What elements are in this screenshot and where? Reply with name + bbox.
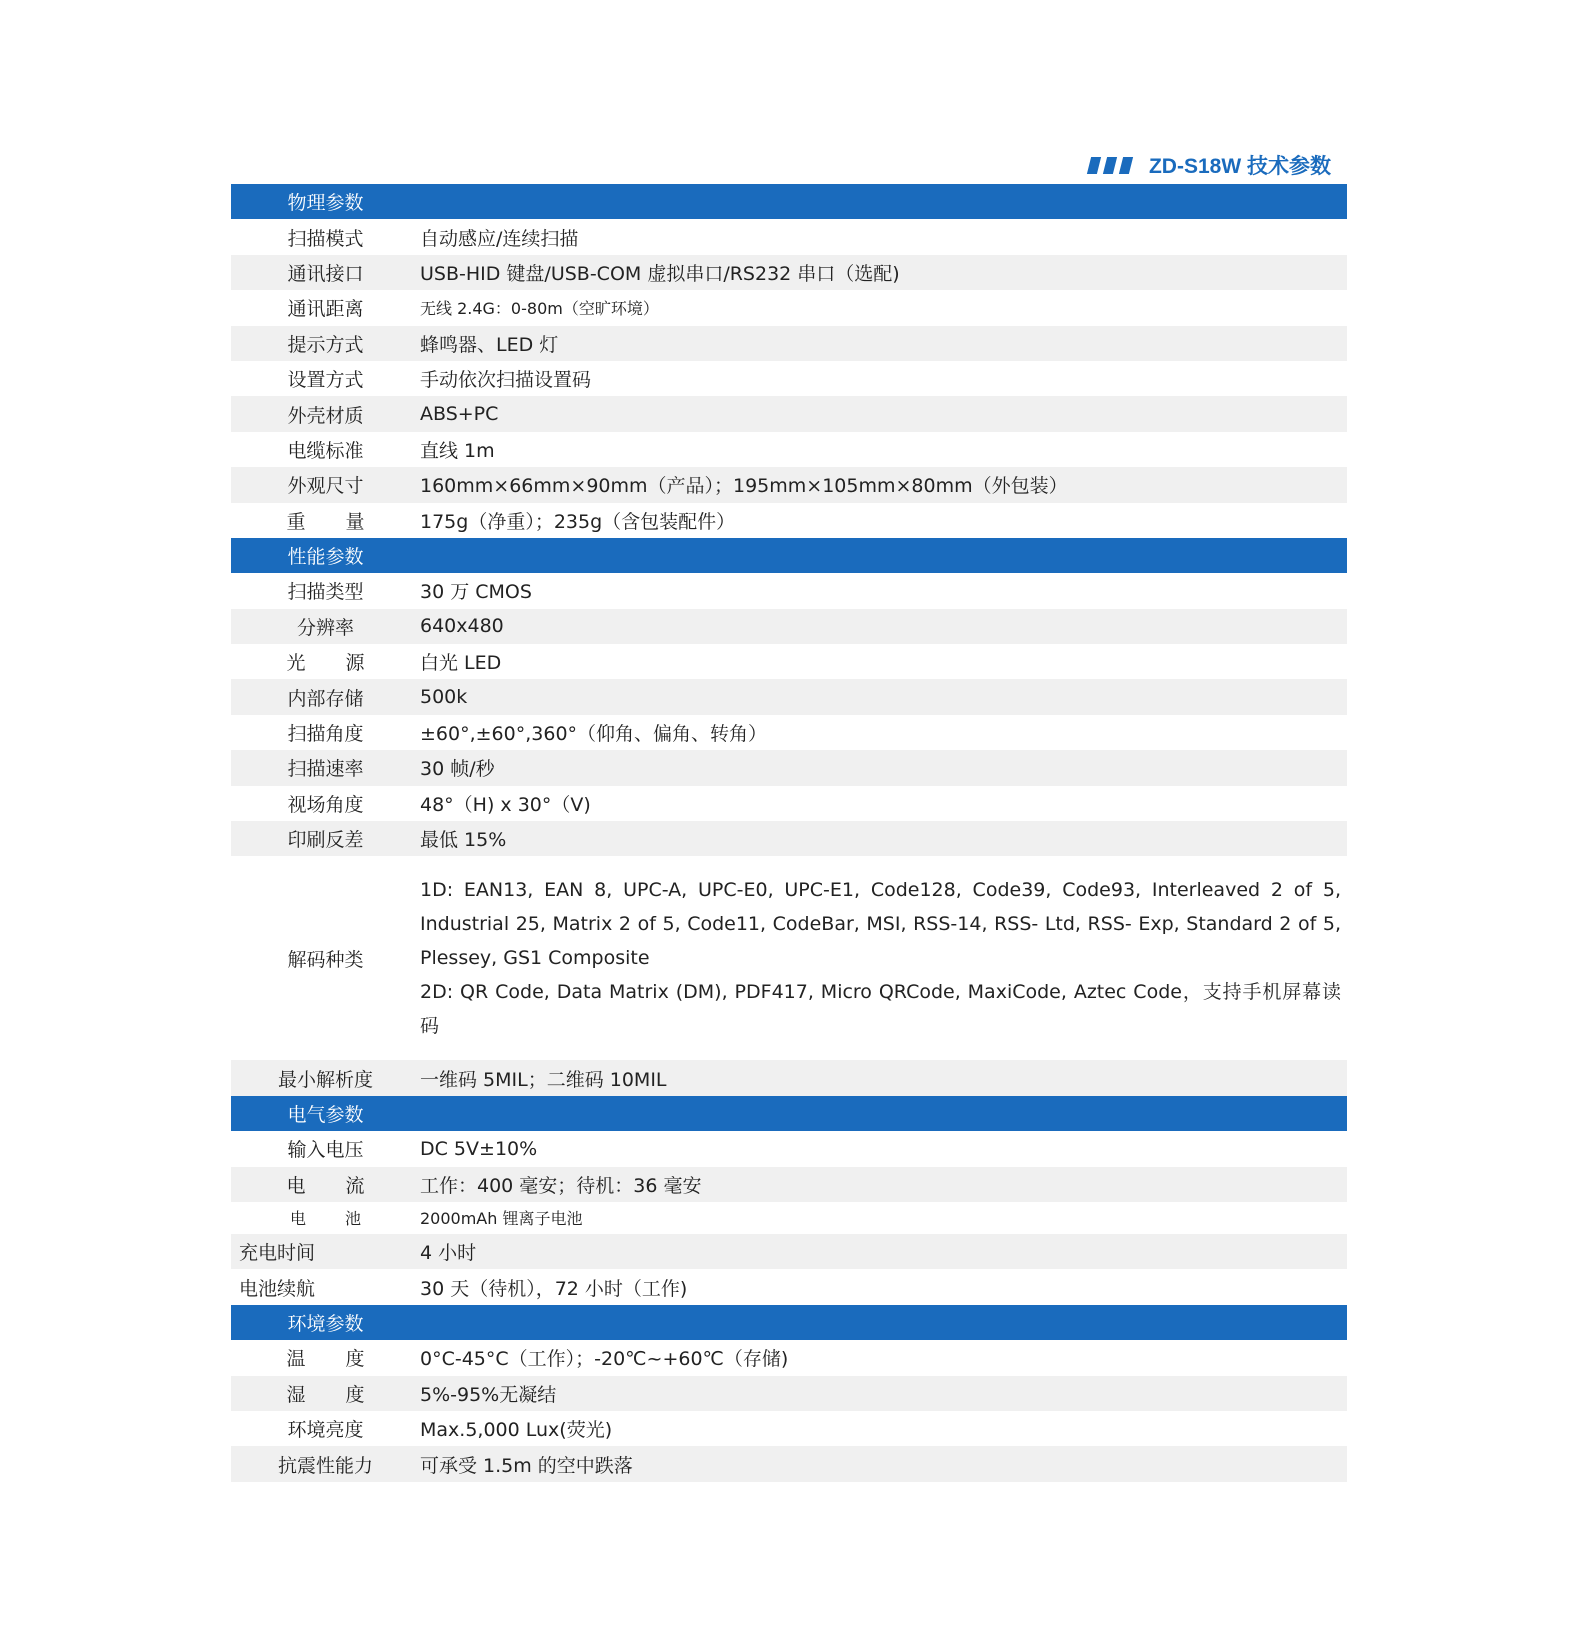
row-value: 160mm×66mm×90mm（产品）；195mm×105mm×80mm（外包装） bbox=[420, 475, 1068, 498]
row-value: 175g（净重）；235g（含包装配件） bbox=[420, 510, 736, 533]
section-title: 环境参数 bbox=[287, 1312, 364, 1335]
row-value: 一维码 5MIL；二维码 10MIL bbox=[420, 1068, 667, 1091]
row-value: 48°（H) x 30°（V) bbox=[420, 793, 591, 816]
row-label: 电 流 bbox=[286, 1174, 365, 1197]
table-row bbox=[231, 679, 1347, 714]
section-electrical bbox=[231, 1096, 1347, 1131]
row-label: 电 池 bbox=[289, 1209, 362, 1229]
decode-2d: 2D: QR Code, Data Matrix (DM), PDF417, Micro QRCode, MaxiCode, Aztec Code，支持手机屏幕读码 bbox=[420, 981, 1341, 1038]
row-label: 充电时间 bbox=[239, 1242, 316, 1265]
row-value: 手动依次扫描设置码 bbox=[420, 369, 592, 392]
row-value: 直线 1m bbox=[420, 439, 495, 462]
row-label: 电缆标准 bbox=[287, 439, 364, 462]
table-row bbox=[231, 1167, 1347, 1202]
row-value: 2000mAh 锂离子电池 bbox=[420, 1209, 583, 1229]
row-value: 白光 LED bbox=[420, 652, 502, 675]
header-bars-icon bbox=[1089, 157, 1131, 174]
table-row bbox=[231, 1269, 1347, 1304]
table-row bbox=[231, 219, 1347, 254]
table-row bbox=[231, 644, 1347, 679]
table-row bbox=[231, 750, 1347, 785]
table-row bbox=[231, 396, 1347, 431]
row-label: 抗震性能力 bbox=[277, 1454, 373, 1477]
spec-table bbox=[231, 184, 1347, 1482]
row-label: 扫描速率 bbox=[287, 758, 364, 781]
row-value: 5%-95%无凝结 bbox=[420, 1383, 557, 1406]
decode-1d: 1D: EAN13, EAN 8, UPC-A, UPC-E0, UPC-E1, Code128, Code39, Code93, Interleaved 2 of 5, Industrial 25, Matrix 2 of 5, Code11, CodeBar, MSI, RSS-14, RSS- Ltd, RSS- Exp, Standard 2 of 5, Plessey, GS1 Composite bbox=[420, 879, 1341, 970]
row-label: 环境亮度 bbox=[287, 1419, 364, 1442]
row-label: 提示方式 bbox=[287, 333, 364, 356]
row-label: 输入电压 bbox=[287, 1139, 364, 1162]
row-value: 30 万 CMOS bbox=[420, 581, 532, 604]
section-title: 性能参数 bbox=[287, 546, 364, 569]
row-value: 500k bbox=[420, 686, 468, 709]
row-value: DC 5V±10% bbox=[420, 1137, 538, 1160]
row-label: 分辨率 bbox=[296, 616, 354, 639]
row-value: Max.5,000 Lux(荧光) bbox=[420, 1419, 613, 1442]
row-value: USB-HID 键盘/USB-COM 虚拟串口/RS232 串口（选配) bbox=[420, 262, 900, 285]
table-row bbox=[231, 467, 1347, 502]
row-label: 电池续航 bbox=[239, 1277, 316, 1300]
row-value bbox=[420, 873, 1347, 1043]
row-value: 工作：400 毫安；待机：36 毫安 bbox=[420, 1174, 702, 1197]
row-label: 内部存储 bbox=[287, 687, 364, 710]
row-label: 湿 度 bbox=[286, 1383, 365, 1406]
row-value: 30 天（待机），72 小时（工作) bbox=[420, 1277, 688, 1300]
table-row bbox=[231, 786, 1347, 821]
table-row bbox=[231, 1446, 1347, 1481]
table-row bbox=[231, 432, 1347, 467]
row-label: 设置方式 bbox=[287, 369, 364, 392]
section-environment bbox=[231, 1305, 1347, 1340]
section-title: 物理参数 bbox=[287, 192, 364, 215]
row-label: 最小解析度 bbox=[277, 1068, 373, 1091]
table-row bbox=[231, 1340, 1347, 1375]
row-label: 温 度 bbox=[286, 1348, 365, 1371]
row-value: 最低 15% bbox=[420, 829, 507, 852]
row-label: 通讯接口 bbox=[287, 262, 364, 285]
row-value: ±60°,±60°,360°（仰角、偏角、转角） bbox=[420, 723, 768, 746]
table-row bbox=[231, 1376, 1347, 1411]
table-row bbox=[231, 1060, 1347, 1095]
row-label: 重 量 bbox=[286, 510, 365, 533]
row-label: 印刷反差 bbox=[287, 829, 364, 852]
row-value: 无线 2.4G：0-80m（空旷环境） bbox=[420, 299, 659, 319]
table-row bbox=[231, 1202, 1347, 1234]
row-label: 视场角度 bbox=[287, 793, 364, 816]
table-row bbox=[231, 715, 1347, 750]
row-value: 可承受 1.5m 的空中跌落 bbox=[420, 1454, 633, 1477]
row-value: ABS+PC bbox=[420, 403, 499, 426]
table-row bbox=[231, 255, 1347, 290]
row-value: 4 小时 bbox=[420, 1242, 477, 1265]
table-row bbox=[231, 821, 1347, 856]
row-value: 蜂鸣器、LED 灯 bbox=[420, 333, 559, 356]
table-row bbox=[231, 1234, 1347, 1269]
table-row bbox=[231, 361, 1347, 396]
row-value: 自动感应/连续扫描 bbox=[420, 227, 579, 250]
section-physical bbox=[231, 184, 1347, 219]
table-row bbox=[231, 1411, 1347, 1446]
row-label: 通讯距离 bbox=[287, 298, 364, 321]
table-row bbox=[231, 609, 1347, 644]
page-title: ZD-S18W 技术参数 bbox=[1148, 155, 1331, 178]
row-label: 扫描模式 bbox=[287, 227, 364, 250]
row-label: 光 源 bbox=[286, 652, 365, 675]
table-row bbox=[231, 573, 1347, 608]
table-row-decode bbox=[231, 856, 1347, 1060]
table-row bbox=[231, 290, 1347, 325]
page-header bbox=[1089, 150, 1331, 180]
row-value: 640x480 bbox=[420, 615, 504, 638]
row-label: 扫描类型 bbox=[287, 581, 364, 604]
row-label: 解码种类 bbox=[287, 948, 364, 971]
row-value: 30 帧/秒 bbox=[420, 758, 495, 781]
row-label: 外壳材质 bbox=[287, 404, 364, 427]
section-title: 电气参数 bbox=[287, 1104, 364, 1126]
section-performance bbox=[231, 538, 1347, 573]
table-row bbox=[231, 326, 1347, 361]
table-row bbox=[231, 503, 1347, 538]
table-row bbox=[231, 1131, 1347, 1166]
row-value: 0°C-45°C（工作）；-20℃~+60℃（存储) bbox=[420, 1348, 789, 1371]
row-label: 扫描角度 bbox=[287, 723, 364, 746]
row-label: 外观尺寸 bbox=[287, 475, 364, 498]
